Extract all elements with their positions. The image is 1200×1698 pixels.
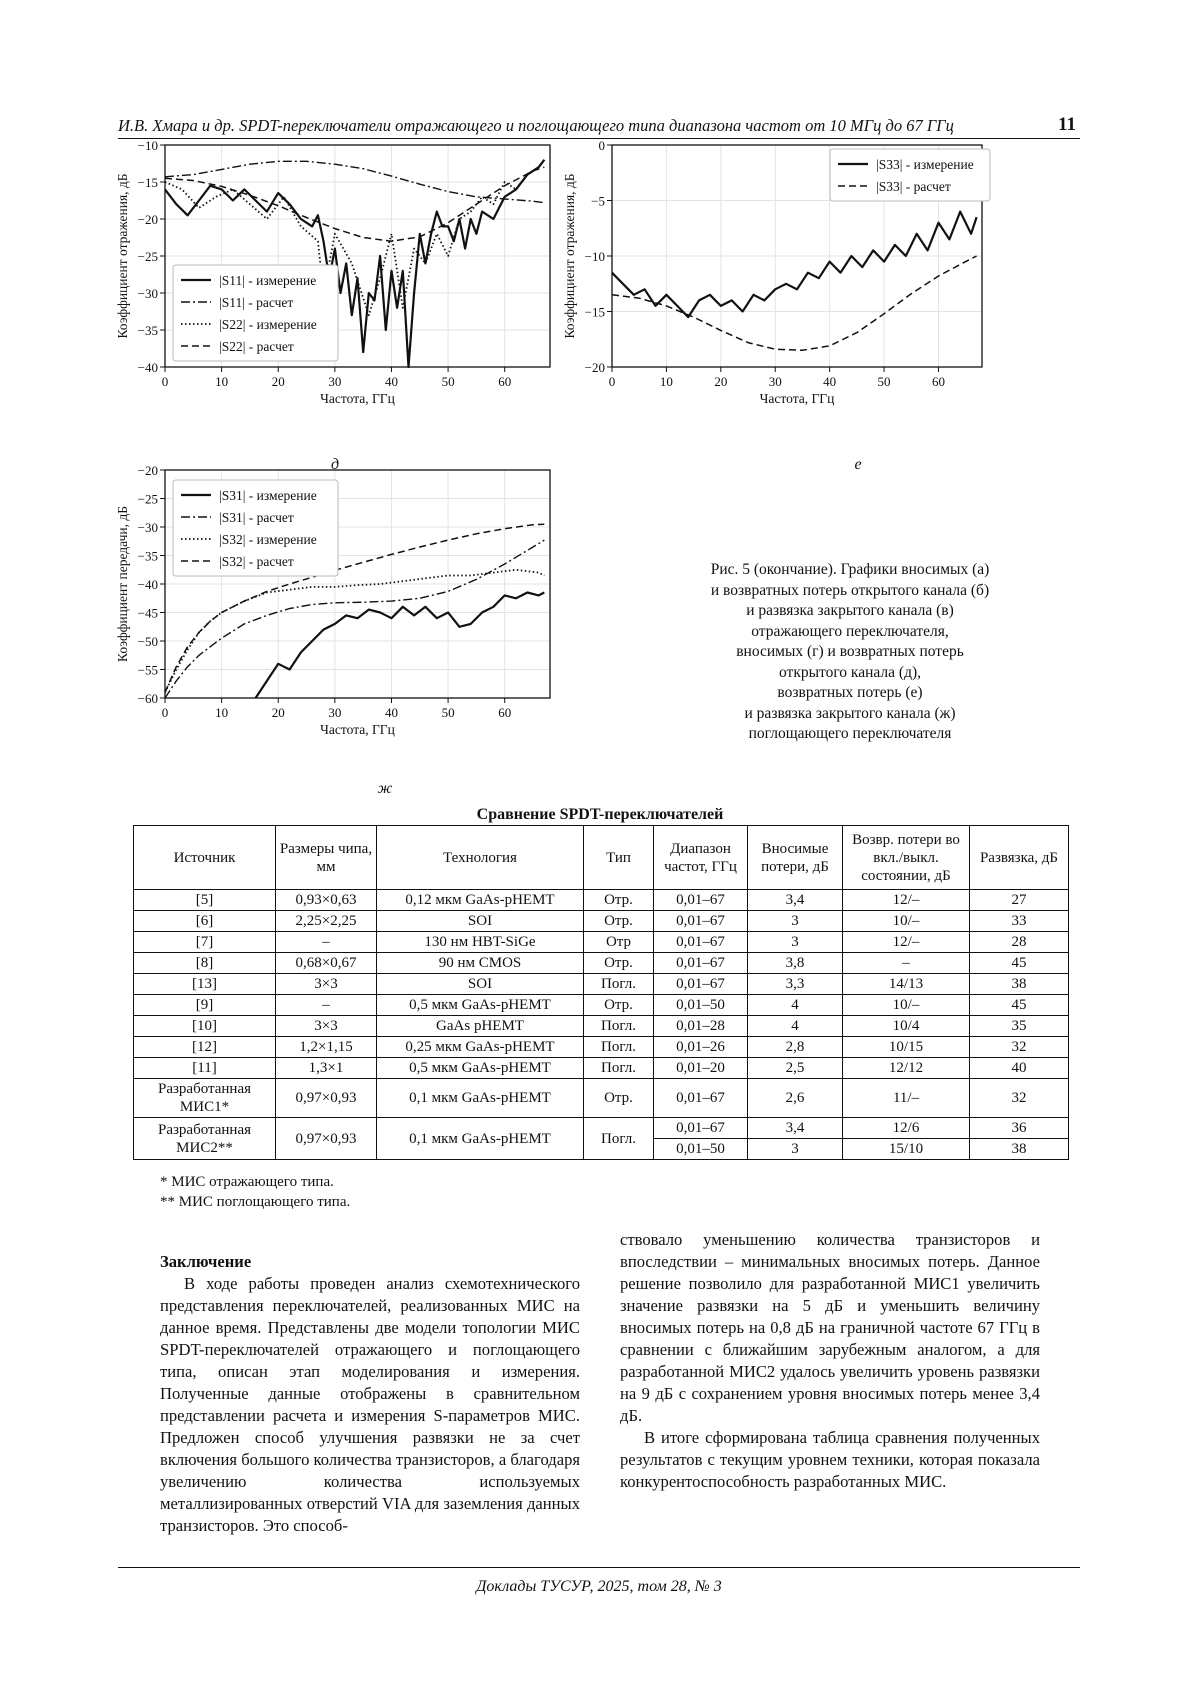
chart-zh-label: ж — [377, 780, 393, 797]
footer-rule — [118, 1567, 1080, 1568]
footer: Доклады ТУСУР, 2025, том 28, № 3 — [476, 1578, 722, 1595]
comparison-table — [133, 825, 1069, 1160]
y-tick-label: −60 — [137, 691, 158, 706]
cell-return-loss: 11/– — [843, 1079, 970, 1118]
cell-type: Погл. — [584, 974, 654, 995]
x-tick-label: 40 — [384, 374, 398, 389]
cell-source: [7] — [134, 932, 276, 953]
cell-isolation: 27 — [970, 890, 1069, 911]
table-row — [134, 974, 1069, 995]
chart-e-label: е — [854, 456, 862, 473]
figure-caption — [660, 560, 1040, 745]
y-tick-label: −25 — [137, 249, 158, 264]
cell-type: Отр. — [584, 1079, 654, 1118]
cell-insertion-loss: 3,3 — [748, 974, 843, 995]
legend-label: |S11| - расчет — [219, 295, 294, 310]
cell-return-loss: 12/6 — [843, 1118, 970, 1139]
y-tick-label: −30 — [137, 286, 158, 301]
y-tick-label: −20 — [137, 212, 158, 227]
series-line — [256, 593, 545, 699]
cell-insertion-loss: 4 — [748, 995, 843, 1016]
table-note: ** МИС поглощающего типа. — [160, 1194, 351, 1210]
x-tick-label: 20 — [714, 374, 728, 389]
caption-line: Рис. 5 (окончание). Графики вносимых (а) — [710, 561, 990, 578]
cell-range: 0,01–67 — [654, 974, 748, 995]
cell-return-loss: 12/12 — [843, 1058, 970, 1079]
cell-source: [10] — [134, 1016, 276, 1037]
caption-line: возвратных потерь (е) — [777, 684, 923, 701]
col-header-return-loss: Возвр. потери во вкл./выкл. состоянии, дБ — [843, 826, 970, 890]
table-row — [134, 953, 1069, 974]
x-tick-label: 20 — [271, 705, 285, 720]
y-tick-label: −25 — [137, 491, 158, 507]
cell-technology: 0,25 мкм GaAs-pHEMT — [377, 1037, 584, 1058]
cell-return-loss: 10/– — [843, 911, 970, 932]
conclusion-left-column — [160, 1251, 580, 1537]
cell-range: 0,01–67 — [654, 932, 748, 953]
col-header-isolation: Развязка, дБ — [970, 826, 1069, 890]
cell-technology: 0,5 мкм GaAs-pHEMT — [377, 995, 584, 1016]
x-tick-label: 20 — [271, 374, 285, 389]
page-number: 11 — [1058, 114, 1076, 135]
conclusion-heading: Заключение — [160, 1252, 252, 1271]
cell-source: [5] — [134, 890, 276, 911]
chart-e-ylabel: Коэффициент отражения, дБ — [562, 173, 577, 339]
table-row — [134, 932, 1069, 953]
cell-type: Погл. — [584, 1016, 654, 1037]
x-tick-label: 50 — [441, 374, 455, 389]
cell-insertion-loss: 3,4 — [748, 890, 843, 911]
x-tick-label: 0 — [161, 374, 169, 389]
cell-technology: GaAs pHEMT — [377, 1016, 584, 1037]
caption-line: отражающего переключателя, — [751, 622, 949, 640]
cell-isolation: 28 — [970, 932, 1069, 953]
cell-isolation: 38 — [970, 1139, 1069, 1160]
cell-return-loss: 14/13 — [843, 974, 970, 995]
conclusion-right-column — [620, 1229, 1040, 1493]
cell-range: 0,01–67 — [654, 1118, 748, 1139]
y-tick-label: −45 — [137, 605, 158, 621]
col-header-chip-size: Размеры чипа, мм — [276, 826, 377, 890]
legend-label: |S31| - измерение — [219, 488, 317, 503]
x-tick-label: 30 — [328, 374, 342, 389]
table-row — [134, 890, 1069, 911]
caption-line: и развязка закрытого канала (ж) — [744, 704, 956, 722]
chart-zh-xlabel: Частота, ГГц — [320, 722, 395, 737]
chart-d — [115, 138, 620, 455]
chart-e — [562, 138, 1092, 455]
x-tick-label: 50 — [441, 705, 455, 720]
cell-technology: 0,5 мкм GaAs-pHEMT — [377, 1058, 584, 1079]
cell-range: 0,01–50 — [654, 1139, 748, 1160]
cell-range: 0,01–67 — [654, 911, 748, 932]
cell-technology: 130 нм HBT-SiGe — [377, 932, 584, 953]
cell-type: Отр — [584, 932, 654, 953]
x-tick-label: 40 — [384, 705, 398, 720]
cell-source: Разработанная МИС2** — [134, 1118, 276, 1160]
legend-label: |S22| - расчет — [219, 339, 294, 354]
x-tick-label: 10 — [659, 374, 673, 389]
paragraph: ствовало уменьшению количества транзисторов и впоследствии – минимальных вносимых потерь. Данное решение позволило для разработанной МИС1 увеличить значение развязки на 5 дБ и уменьшить величину вносимых потерь на 0,8 дБ на граничной частоте 67 ГГц в сравнении с ближайшим зарубежным аналогом, а для разработанной МИС2 удалось увеличить уровень развязки на 9 дБ с сохранением уровня вносимых потерь менее 3,4 дБ. — [620, 1230, 1040, 1425]
chart-d-label: д — [330, 456, 340, 473]
cell-insertion-loss: 3,4 — [748, 1118, 843, 1139]
table-row — [134, 1079, 1069, 1118]
cell-source: [8] — [134, 953, 276, 974]
cell-source: [12] — [134, 1037, 276, 1058]
cell-insertion-loss: 3,8 — [748, 953, 843, 974]
x-tick-label: 10 — [215, 374, 229, 389]
table-row — [134, 911, 1069, 932]
cell-chip-size: 3×3 — [276, 974, 377, 995]
cell-insertion-loss: 3 — [748, 932, 843, 953]
legend-label: |S32| - измерение — [219, 532, 317, 547]
col-header-technology: Технология — [377, 826, 584, 890]
y-tick-label: −10 — [584, 249, 605, 264]
col-header-source: Источник — [134, 826, 276, 890]
cell-return-loss: 10/15 — [843, 1037, 970, 1058]
y-tick-label: −30 — [137, 520, 158, 535]
y-tick-label: −55 — [137, 662, 158, 678]
caption-line: и возвратных потерь открытого канала (б) — [710, 581, 990, 599]
legend-label: |S33| - измерение — [876, 157, 974, 172]
cell-return-loss: 15/10 — [843, 1139, 970, 1160]
y-tick-label: −20 — [137, 463, 158, 478]
legend-label: |S22| - измерение — [219, 317, 317, 332]
cell-chip-size: 1,2×1,15 — [276, 1037, 377, 1058]
cell-type: Отр. — [584, 890, 654, 911]
cell-range: 0,01–67 — [654, 890, 748, 911]
caption-line: поглощающего переключателя — [748, 725, 952, 742]
cell-source: [9] — [134, 995, 276, 1016]
y-tick-label: −15 — [137, 175, 158, 190]
cell-type: Отр. — [584, 911, 654, 932]
caption-line: открытого канала (д), — [779, 663, 921, 681]
y-tick-label: −15 — [584, 304, 605, 320]
cell-range: 0,01–28 — [654, 1016, 748, 1037]
table-note: * МИС отражающего типа. — [160, 1174, 334, 1190]
cell-source: [6] — [134, 911, 276, 932]
cell-isolation: 38 — [970, 974, 1069, 995]
x-tick-label: 60 — [498, 705, 512, 720]
table-header-row — [134, 826, 1069, 890]
cell-chip-size: 0,93×0,63 — [276, 890, 377, 911]
legend-label: |S31| - расчет — [219, 510, 294, 525]
y-tick-label: −35 — [137, 548, 158, 564]
cell-range: 0,01–67 — [654, 953, 748, 974]
cell-technology: 90 нм CMOS — [377, 953, 584, 974]
caption-line: вносимых (г) и возвратных потерь — [736, 643, 964, 660]
x-tick-label: 40 — [823, 374, 837, 389]
cell-type: Погл. — [584, 1058, 654, 1079]
cell-insertion-loss: 4 — [748, 1016, 843, 1037]
cell-isolation: 45 — [970, 953, 1069, 974]
table-title: Сравнение SPDT-переключателей — [476, 806, 724, 823]
table-row — [134, 1016, 1069, 1037]
paragraph: В итоге сформирована таблица сравнения полученных результатов с текущим уровнем техники, которая показала конкурентоспособность разработанных МИС. — [620, 1428, 1040, 1491]
cell-source: Разработанная МИС1* — [134, 1079, 276, 1118]
table-row — [134, 1058, 1069, 1079]
chart-d-ylabel: Коэффициент отражения, дБ — [115, 173, 130, 339]
cell-isolation: 45 — [970, 995, 1069, 1016]
y-tick-label: −40 — [137, 360, 158, 375]
cell-return-loss: 10/4 — [843, 1016, 970, 1037]
x-tick-label: 10 — [215, 705, 229, 720]
cell-return-loss: 12/– — [843, 932, 970, 953]
cell-isolation: 32 — [970, 1079, 1069, 1118]
running-title: И.В. Хмара и др. SPDT-переключатели отражающего и поглощающего типа диапазона частот от 10 МГц до 67 ГГц — [118, 116, 954, 135]
y-tick-label: −35 — [137, 323, 158, 338]
cell-type: Погл. — [584, 1037, 654, 1058]
x-tick-label: 60 — [498, 374, 512, 389]
x-tick-label: 30 — [328, 705, 342, 720]
x-tick-label: 60 — [931, 374, 945, 389]
chart-zh — [115, 463, 620, 780]
cell-isolation: 33 — [970, 911, 1069, 932]
cell-type: Погл. — [584, 1118, 654, 1160]
cell-range: 0,01–20 — [654, 1058, 748, 1079]
chart-zh-ylabel: Коэффициент передачи, дБ — [115, 505, 130, 663]
y-tick-label: 0 — [598, 138, 605, 153]
cell-isolation: 40 — [970, 1058, 1069, 1079]
cell-chip-size: – — [276, 995, 377, 1016]
cell-range: 0,01–26 — [654, 1037, 748, 1058]
cell-chip-size: 0,97×0,93 — [276, 1118, 377, 1160]
y-tick-label: −10 — [137, 138, 158, 153]
cell-isolation: 35 — [970, 1016, 1069, 1037]
cell-chip-size: 3×3 — [276, 1016, 377, 1037]
cell-chip-size: 2,25×2,25 — [276, 911, 377, 932]
col-header-insertion-loss: Вносимые потери, дБ — [748, 826, 843, 890]
cell-chip-size: 0,68×0,67 — [276, 953, 377, 974]
cell-return-loss: 12/– — [843, 890, 970, 911]
x-tick-label: 0 — [608, 374, 616, 389]
cell-technology: 0,1 мкм GaAs-pHEMT — [377, 1118, 584, 1160]
cell-insertion-loss: 2,8 — [748, 1037, 843, 1058]
table-row — [134, 1037, 1069, 1058]
cell-isolation: 36 — [970, 1118, 1069, 1139]
cell-source: [13] — [134, 974, 276, 995]
cell-type: Отр. — [584, 995, 654, 1016]
chart-e-xlabel: Частота, ГГц — [759, 391, 835, 406]
cell-chip-size: 1,3×1 — [276, 1058, 377, 1079]
cell-source: [11] — [134, 1058, 276, 1079]
caption-line: и развязка закрытого канала (в) — [746, 602, 954, 619]
paragraph: В ходе работы проведен анализ схемотехнического представления переключателей, реализованных МИС на данное время. Представлены две модели топологии МИС SPDT-переключателей отражающего и поглощающего типа, описан этап моделирования и измерения. Полученные данные отображены в сравнительном представлении расчета и измерения S-параметров МИС. Предложен способ улучшения развязки не за счет включения большого количества транзисторов, а благодаря увеличению количества используемых металлизированных отверстий VIA для заземления данных транзисторов. Это способ- — [160, 1274, 580, 1535]
col-header-range: Диапазон частот, ГГц — [654, 826, 748, 890]
col-header-type: Тип — [584, 826, 654, 890]
cell-insertion-loss: 2,5 — [748, 1058, 843, 1079]
x-tick-label: 50 — [877, 374, 891, 389]
cell-chip-size: 0,97×0,93 — [276, 1079, 377, 1118]
cell-technology: SOI — [377, 911, 584, 932]
cell-insertion-loss: 3 — [748, 1139, 843, 1160]
cell-technology: 0,1 мкм GaAs-pHEMT — [377, 1079, 584, 1118]
cell-return-loss: 10/– — [843, 995, 970, 1016]
cell-insertion-loss: 2,6 — [748, 1079, 843, 1118]
legend-label: |S32| - расчет — [219, 554, 294, 569]
cell-insertion-loss: 3 — [748, 911, 843, 932]
table-row — [134, 1118, 1069, 1139]
x-tick-label: 0 — [161, 705, 169, 720]
chart-d-xlabel: Частота, ГГц — [320, 391, 395, 406]
cell-technology: SOI — [377, 974, 584, 995]
y-tick-label: −50 — [137, 634, 158, 649]
y-tick-label: −5 — [591, 193, 605, 209]
cell-range: 0,01–67 — [654, 1079, 748, 1118]
x-tick-label: 30 — [768, 374, 782, 389]
cell-range: 0,01–50 — [654, 995, 748, 1016]
legend-label: |S33| - расчет — [876, 179, 951, 194]
cell-type: Отр. — [584, 953, 654, 974]
y-tick-label: −40 — [137, 577, 158, 592]
cell-technology: 0,12 мкм GaAs-pHEMT — [377, 890, 584, 911]
table-row — [134, 995, 1069, 1016]
legend-label: |S11| - измерение — [219, 273, 317, 288]
cell-chip-size: – — [276, 932, 377, 953]
cell-return-loss: – — [843, 953, 970, 974]
y-tick-label: −20 — [584, 360, 605, 375]
cell-isolation: 32 — [970, 1037, 1069, 1058]
